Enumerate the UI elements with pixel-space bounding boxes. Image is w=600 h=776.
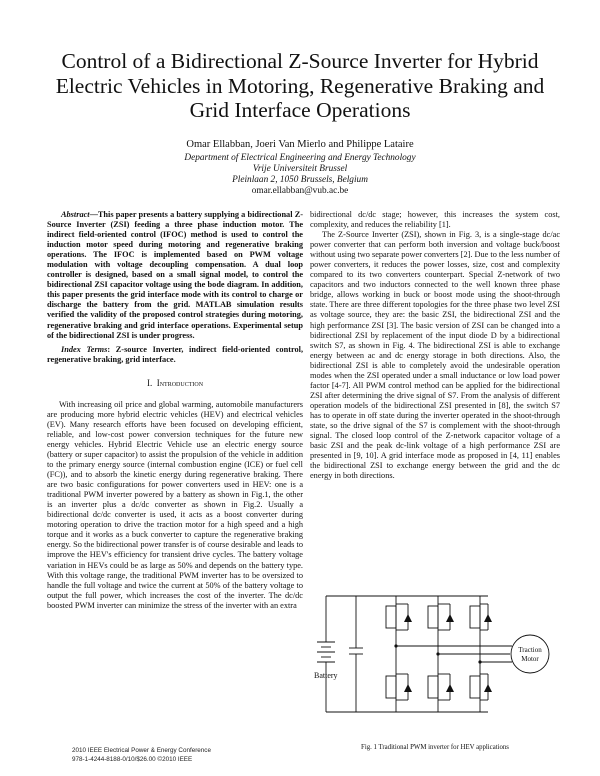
index-terms-text: : Z-source Inverter, indirect field-oriented control, regenerative braking, grid interface. <box>47 344 304 364</box>
conference-name: 2010 IEEE Electrical Power & Energy Conference <box>72 747 211 754</box>
abstract-label: Abstract <box>61 210 90 219</box>
right-column <box>310 210 560 481</box>
left-column <box>47 210 303 611</box>
paper-title: Control of a Bidirectional Z-Source Inverter for Hybrid Electric Vehicles in Motoring, Regenerative Braking and Grid Interface Operations <box>55 49 545 122</box>
intro-paragraph: With increasing oil price and global warming, automobile manufacturers are producing more hybrid electric vehicles (HEV) and electrical vehicles (EV). Many research efforts have been focused on developing efficient, reliable, and low-cost power conversion techniques for the future new energy vehicles. Hybrid Electric Vehicle use an electric energy source (battery or super capacitor) to assist the propulsion of the vehicle in addition to the primary energy source (internal combustion engine (ICE) or fuel cell (FC)), and to absorb the kinetic energy during regenerative braking. There are two basic configurations for power converters used in HEV: one is a traditional PWM inverter powered by a battery as shown in Fig.1, the other is an inverter plus a dc/dc converter as shown in Fig.2. Usually a bidirectional dc/dc converter is used, it acts as a boost converter during motoring operation to drive the traction motor for a high speed and a high torque and it works as a buck converter to capture the regenerative braking energy. So the bidirectional power transfer is of course desirable and leads to improve the HEV's efficiency for transient drive cycles. The battery voltage variation in HEVs could be as large as 50% and depends on the battery type. With this voltage range, the traditional PWM inverter has to be oversized to handle the full voltage and twice the current at 50% of the battery voltage to output the full power, which increases the cost of the inverter. The dc/dc boosted PWM inverter can minimize the stress of the inverter with an extra <box>47 399 303 610</box>
index-terms-label: Index Terms <box>61 344 108 354</box>
page-footer <box>72 747 211 764</box>
section-heading <box>47 378 303 388</box>
department: Department of Electrical Engineering and Energy Technology <box>184 153 416 163</box>
right-paragraph-2: The Z-Source Inverter (ZSI), shown in Fig. 3, is a single-stage dc/ac power converter that can perform both inversion and voltage buck/boost without using two separate power converters [2]. Due to the less number of power converters, it reduces the power losses, size, cost and complexity compared to its two converters counterpart. Special Z-network of two capacitors and two inductors connected to the well known three phase bridge, allows working in buck or boost mode using the shoot-through state. There are three different topologies for the three phase two level ZSI as voltage source, they are: the basic ZSI, the bidirectional ZSI and the high performance ZSI [3]. The basic version of ZSI can be changed into a bidirectional ZSI by replacement of the input diode D by a bidirectional switch S7, as shown in Fig. 4. The bidirectional ZSI is able to exchange energy between ac and dc energy storage in both directions. Also, the bidirectional ZSI is able to completely avoid the undesirable operation modes when the ZSI operated under a small inductance or low load power factor [4-7]. All PWM control method can be applied for the bidirectional ZSI after determining the drive signal of S7. From the analysis of different operation models of the bidirectional ZSI presented in [8], the switch S7 has to operate in off state during the inverter operated in the shoot-through state, so the drive signal of the S7 is complement with the shoot-through signal. The closed loop control of the Z-network capacitor voltage of a basic ZSI and the peak dc-link voltage of a high performance ZSI are presented in [9, 10]. A grid interface mode as proposed in [4, 11] enables the bidirectional ZSI to exchange energy between the grid and the dc energy in both directions. <box>310 230 560 481</box>
author-list: Omar Ellabban, Joeri Van Mierlo and Philippe Lataire <box>186 139 414 150</box>
affiliation <box>40 153 560 197</box>
email: omar.ellabban@vub.ac.be <box>251 186 349 196</box>
university: Vrije Universiteit Brussel <box>252 164 348 174</box>
index-terms <box>47 345 303 365</box>
address: Pleinlaan 2, 1050 Brussels, Belgium <box>232 175 368 185</box>
figure-caption: Fig. 1 Traditional PWM inverter for HEV applications <box>361 744 509 751</box>
isbn-copyright: 978-1-4244-8188-0/10/$26.00 ©2010 IEEE <box>72 755 193 763</box>
section-title: Introduction <box>156 377 204 388</box>
motor-label-line1: Traction <box>518 646 542 654</box>
battery-label: Battery <box>314 671 338 680</box>
right-paragraph-1: bidirectional dc/dc stage; however, this increases the system cost, complexity, and reduces the reliability [1]. <box>310 210 560 230</box>
abstract <box>47 210 303 341</box>
abstract-text: —This paper presents a battery supplying a bidirectional Z-Source Inverter (ZSI) feeding a three phase induction motor. The indirect field-oriented control (IFOC) method is used to control the induction motor speed during motoring and regenerative braking operations. The IFOC is implemented based on PWM voltage modulation with voltage decoupling compensation. A dual loop controller is designed, based on a small signal model, to control the bidirectional ZSI capacitor voltage using the bode diagram. In addition, this paper presents the grid interface mode with its control to charge or discharge the battery from the grid. MATLAB simulation results verified the validity of the proposed control strategies during motoring, regenerative braking and grid interface operations. Experimental setup of the bidirectional ZSI is under progress. <box>47 210 303 340</box>
section-number: I. <box>146 377 153 388</box>
motor-label-line2: Motor <box>521 655 539 663</box>
inverter-circuit-figure <box>312 586 556 738</box>
